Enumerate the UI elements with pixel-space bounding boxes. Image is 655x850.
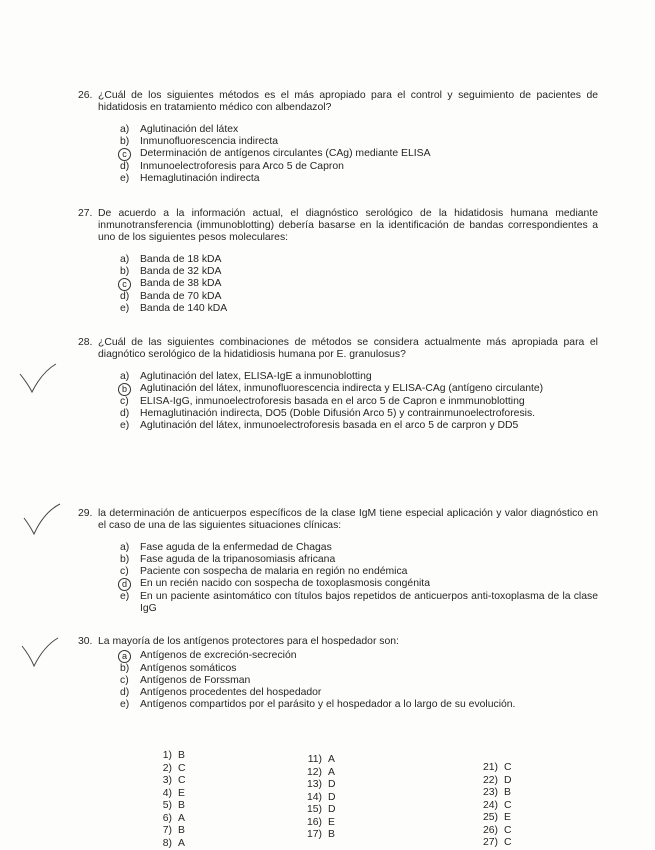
option-list	[120, 254, 598, 315]
option-list	[120, 650, 598, 711]
answer-option	[120, 278, 598, 291]
answer-key-number: 21)	[476, 762, 498, 774]
answer-option	[120, 383, 598, 396]
option-letter	[120, 650, 140, 663]
option-letter-text: b)	[120, 554, 129, 565]
answer-key-item	[150, 825, 186, 838]
answer-option	[120, 554, 598, 566]
answer-key-item	[476, 800, 512, 813]
circled-answer-marker: a	[118, 650, 131, 663]
answer-key-letter: E	[178, 788, 185, 799]
option-text: ELISA-IgG, inmunoelectroforesis basada en el arco 5 de Capron e inmmunoblotting	[140, 396, 598, 408]
question-number: 28.	[78, 337, 98, 361]
answer-key-item	[300, 804, 336, 817]
answer-key-number: 27)	[476, 837, 498, 849]
question-29	[78, 508, 598, 615]
answer-option	[120, 136, 598, 148]
option-letter	[120, 148, 140, 161]
question-text: ¿Cuál de las siguientes combinaciones de métodos se considera actualmente más apropiada para el diagnótico serológico de la hidatidiosis humana por E. granulosus?	[98, 337, 598, 361]
option-list	[120, 124, 598, 185]
answer-key-number: 11)	[300, 754, 322, 766]
option-letter	[120, 663, 140, 675]
answer-option	[120, 650, 598, 663]
option-letter	[120, 578, 140, 591]
answer-key-letter: D	[328, 779, 336, 790]
answer-key-letter: C	[178, 763, 186, 774]
answer-key-letter: C	[504, 825, 512, 836]
answer-key-letter: C	[504, 837, 512, 848]
option-letter	[120, 136, 140, 148]
option-letter-text: e)	[120, 420, 129, 431]
answer-key-letter: C	[178, 775, 186, 786]
answer-key-letter: B	[178, 800, 185, 811]
option-letter-text: b)	[120, 663, 129, 674]
option-text: Aglutinación del látex, inmunoelectroforesis basada en el arco 5 de carpron y DD5	[140, 420, 598, 432]
answer-key-number: 24)	[476, 800, 498, 812]
answer-key-number: 2)	[150, 763, 172, 775]
handwritten-checkmark-icon	[22, 502, 62, 536]
option-text: Antígenos procedentes del hospedador	[140, 687, 598, 699]
option-text: Aglutinación del látex	[140, 124, 598, 136]
answer-key-item	[300, 792, 336, 805]
option-text: En un recién nacido con sospecha de toxoplasmosis congénita	[140, 578, 598, 591]
answer-option	[120, 566, 598, 578]
handwritten-checkmark-icon	[18, 362, 58, 396]
option-text: Paciente con sospecha de malaria en región no endémica	[140, 566, 598, 578]
circled-answer-marker: c	[118, 148, 131, 161]
answer-key-item	[300, 754, 336, 767]
option-text: Banda de 140 kDA	[140, 303, 598, 315]
answer-option	[120, 266, 598, 278]
answer-key-number: 3)	[150, 775, 172, 787]
answer-key-number: 8)	[150, 838, 172, 850]
answer-option	[120, 161, 598, 173]
answer-key-item	[476, 775, 512, 788]
option-letter	[120, 420, 140, 432]
answer-option	[120, 291, 598, 303]
option-letter-text: a)	[120, 124, 129, 135]
answer-key-column-3	[476, 762, 512, 850]
answer-option	[120, 420, 598, 432]
answer-key-number: 14)	[300, 792, 322, 804]
circled-answer-marker: d	[118, 578, 131, 591]
option-letter	[120, 291, 140, 303]
answer-key-letter: B	[178, 750, 185, 761]
option-letter	[120, 278, 140, 291]
question-text: la determinación de anticuerpos específicos de la clase IgM tiene especial aplicación y valor diagnóstico en el caso de una de las siguientes situaciones clínicas:	[98, 508, 598, 532]
option-letter-text: e)	[120, 699, 129, 710]
option-letter-text: c)	[120, 675, 129, 686]
option-letter-text: e)	[120, 303, 129, 314]
answer-option	[120, 675, 598, 687]
question-number: 26.	[78, 90, 98, 114]
answer-key-item	[300, 829, 336, 842]
option-text: Fase aguda de la tripanosomiasis africana	[140, 554, 598, 566]
answer-key-number: 25)	[476, 812, 498, 824]
option-text: Inmunofluorescencia indirecta	[140, 136, 598, 148]
answer-key-item	[476, 812, 512, 825]
option-letter-text: c)	[120, 396, 129, 407]
answer-option	[120, 148, 598, 161]
option-letter	[120, 591, 140, 615]
answer-key-number: 26)	[476, 825, 498, 837]
circled-answer-marker: c	[118, 278, 131, 291]
answer-option	[120, 591, 598, 615]
answer-key-letter: A	[178, 813, 185, 824]
option-letter	[120, 687, 140, 699]
answer-key-column-2	[300, 754, 336, 842]
answer-key-item	[150, 750, 186, 763]
answer-key-number: 1)	[150, 750, 172, 762]
option-letter-text: d)	[120, 161, 129, 172]
question-text: La mayoría de los antígenos protectores para el hospedador son:	[98, 636, 399, 648]
answer-key-item	[150, 775, 186, 788]
answer-key-number: 12)	[300, 767, 322, 779]
answer-key-number: 23)	[476, 787, 498, 799]
answer-option	[120, 303, 598, 315]
answer-option	[120, 254, 598, 266]
option-text: Antígenos somáticos	[140, 663, 598, 675]
answer-key-item	[476, 762, 512, 775]
option-letter-text: b)	[120, 136, 129, 147]
option-letter	[120, 266, 140, 278]
answer-key-letter: D	[504, 775, 512, 786]
answer-key-item	[150, 838, 186, 850]
question-header	[78, 208, 598, 244]
answer-option	[120, 542, 598, 554]
question-header	[78, 337, 598, 361]
option-text: Hemaglutinación indirecta, DO5 (Doble Difusión Arco 5) y contrainmunoelectroforesis.	[140, 408, 598, 420]
option-text: Antígenos compartidos por el parásito y el hospedador a lo largo de su evolución.	[140, 699, 598, 711]
answer-key-item	[150, 813, 186, 826]
answer-key-item	[476, 787, 512, 800]
option-letter-text: b)	[120, 266, 129, 277]
option-letter-text: c)	[120, 566, 129, 577]
option-list	[120, 371, 598, 432]
answer-key-letter: D	[328, 792, 336, 803]
option-letter	[120, 371, 140, 383]
answer-key-column-1	[150, 750, 186, 850]
option-letter	[120, 554, 140, 566]
answer-key-letter: D	[328, 804, 336, 815]
question-header	[78, 90, 598, 114]
answer-key-letter: B	[178, 825, 185, 836]
option-text: Determinación de antígenos circulantes (CAg) mediante ELISA	[140, 148, 598, 161]
answer-option	[120, 699, 598, 711]
option-text: En un paciente asintomático con títulos bajos repetidos de anticuerpos anti-toxoplasma de la clase IgG	[140, 591, 598, 615]
option-letter-text: d)	[120, 408, 129, 419]
option-letter	[120, 566, 140, 578]
question-header	[78, 508, 598, 532]
option-letter-text: d)	[120, 687, 129, 698]
option-text: Aglutinación del latex, ELISA-IgE a inmunoblotting	[140, 371, 598, 383]
answer-key-letter: A	[328, 754, 335, 765]
option-letter	[120, 173, 140, 185]
option-text: Banda de 70 kDA	[140, 291, 598, 303]
answer-key-number: 22)	[476, 775, 498, 787]
answer-key-letter: A	[178, 838, 185, 849]
question-27	[78, 208, 598, 315]
answer-option	[120, 371, 598, 383]
question-text: De acuerdo a la información actual, el diagnóstico serológico de la hidatidosis humana mediante inmunotransferencia (immunoblotting) debería basarse en la identificación de bandas correspondientes a uno de los siguientes pesos moleculares:	[98, 208, 598, 244]
option-text: Fase aguda de la enfermedad de Chagas	[140, 542, 598, 554]
option-text: Banda de 32 kDA	[140, 266, 598, 278]
answer-key-item	[300, 779, 336, 792]
answer-key-item	[150, 800, 186, 813]
question-header	[78, 636, 598, 648]
answer-key-item	[300, 817, 336, 830]
answer-key-item	[300, 767, 336, 780]
option-letter	[120, 383, 140, 396]
answer-key-letter: E	[504, 812, 511, 823]
option-letter	[120, 396, 140, 408]
answer-key-number: 7)	[150, 825, 172, 837]
option-letter-text: e)	[120, 591, 129, 602]
option-text: Aglutinación del látex, inmunofluorescencia indirecta y ELISA-CAg (antígeno circulante)	[140, 383, 598, 396]
option-letter	[120, 542, 140, 554]
answer-option	[120, 687, 598, 699]
answer-key-number: 17)	[300, 829, 322, 841]
option-letter-text: a)	[120, 371, 129, 382]
answer-key-number: 6)	[150, 813, 172, 825]
answer-key-letter: B	[328, 829, 335, 840]
answer-key-number: 5)	[150, 800, 172, 812]
answer-key-number: 13)	[300, 779, 322, 791]
option-letter-text: a)	[120, 254, 129, 265]
answer-key-letter: C	[504, 762, 512, 773]
option-letter-text: d)	[120, 291, 129, 302]
answer-option	[120, 396, 598, 408]
option-list	[120, 542, 598, 615]
answer-key-number: 4)	[150, 788, 172, 800]
answer-key-number: 16)	[300, 817, 322, 829]
option-text: Inmunoelectroforesis para Arco 5 de Capron	[140, 161, 598, 173]
option-text: Antígenos de Forssman	[140, 675, 598, 687]
option-text: Banda de 38 kDA	[140, 278, 598, 291]
answer-option	[120, 173, 598, 185]
option-letter	[120, 699, 140, 711]
question-28	[78, 337, 598, 432]
question-number: 29.	[78, 508, 98, 532]
option-text: Antígenos de excreción-secreción	[140, 650, 598, 663]
answer-key-number: 15)	[300, 804, 322, 816]
answer-option	[120, 578, 598, 591]
answer-key-letter: A	[328, 767, 335, 778]
answer-key-letter: E	[328, 817, 335, 828]
answer-key-item	[150, 788, 186, 801]
answer-option	[120, 408, 598, 420]
question-26	[78, 90, 598, 185]
option-letter	[120, 675, 140, 687]
question-30	[78, 636, 598, 711]
question-number: 30.	[78, 636, 98, 648]
question-number: 27.	[78, 208, 98, 244]
answer-option	[120, 124, 598, 136]
answer-key-item	[476, 825, 512, 838]
option-letter	[120, 161, 140, 173]
circled-answer-marker: b	[118, 383, 131, 396]
option-text: Banda de 18 kDA	[140, 254, 598, 266]
handwritten-checkmark-icon	[20, 636, 60, 670]
option-letter	[120, 254, 140, 266]
option-letter	[120, 303, 140, 315]
option-letter	[120, 124, 140, 136]
answer-key-item	[150, 763, 186, 776]
option-letter	[120, 408, 140, 420]
option-letter-text: a)	[120, 542, 129, 553]
option-letter-text: e)	[120, 173, 129, 184]
option-text: Hemaglutinación indirecta	[140, 173, 598, 185]
answer-key-letter: B	[504, 787, 511, 798]
answer-key-letter: C	[504, 800, 512, 811]
answer-option	[120, 663, 598, 675]
question-text: ¿Cuál de los siguientes métodos es el más apropiado para el control y seguimiento de pacientes de hidatidosis en tratamiento médico con albendazol?	[98, 90, 598, 114]
